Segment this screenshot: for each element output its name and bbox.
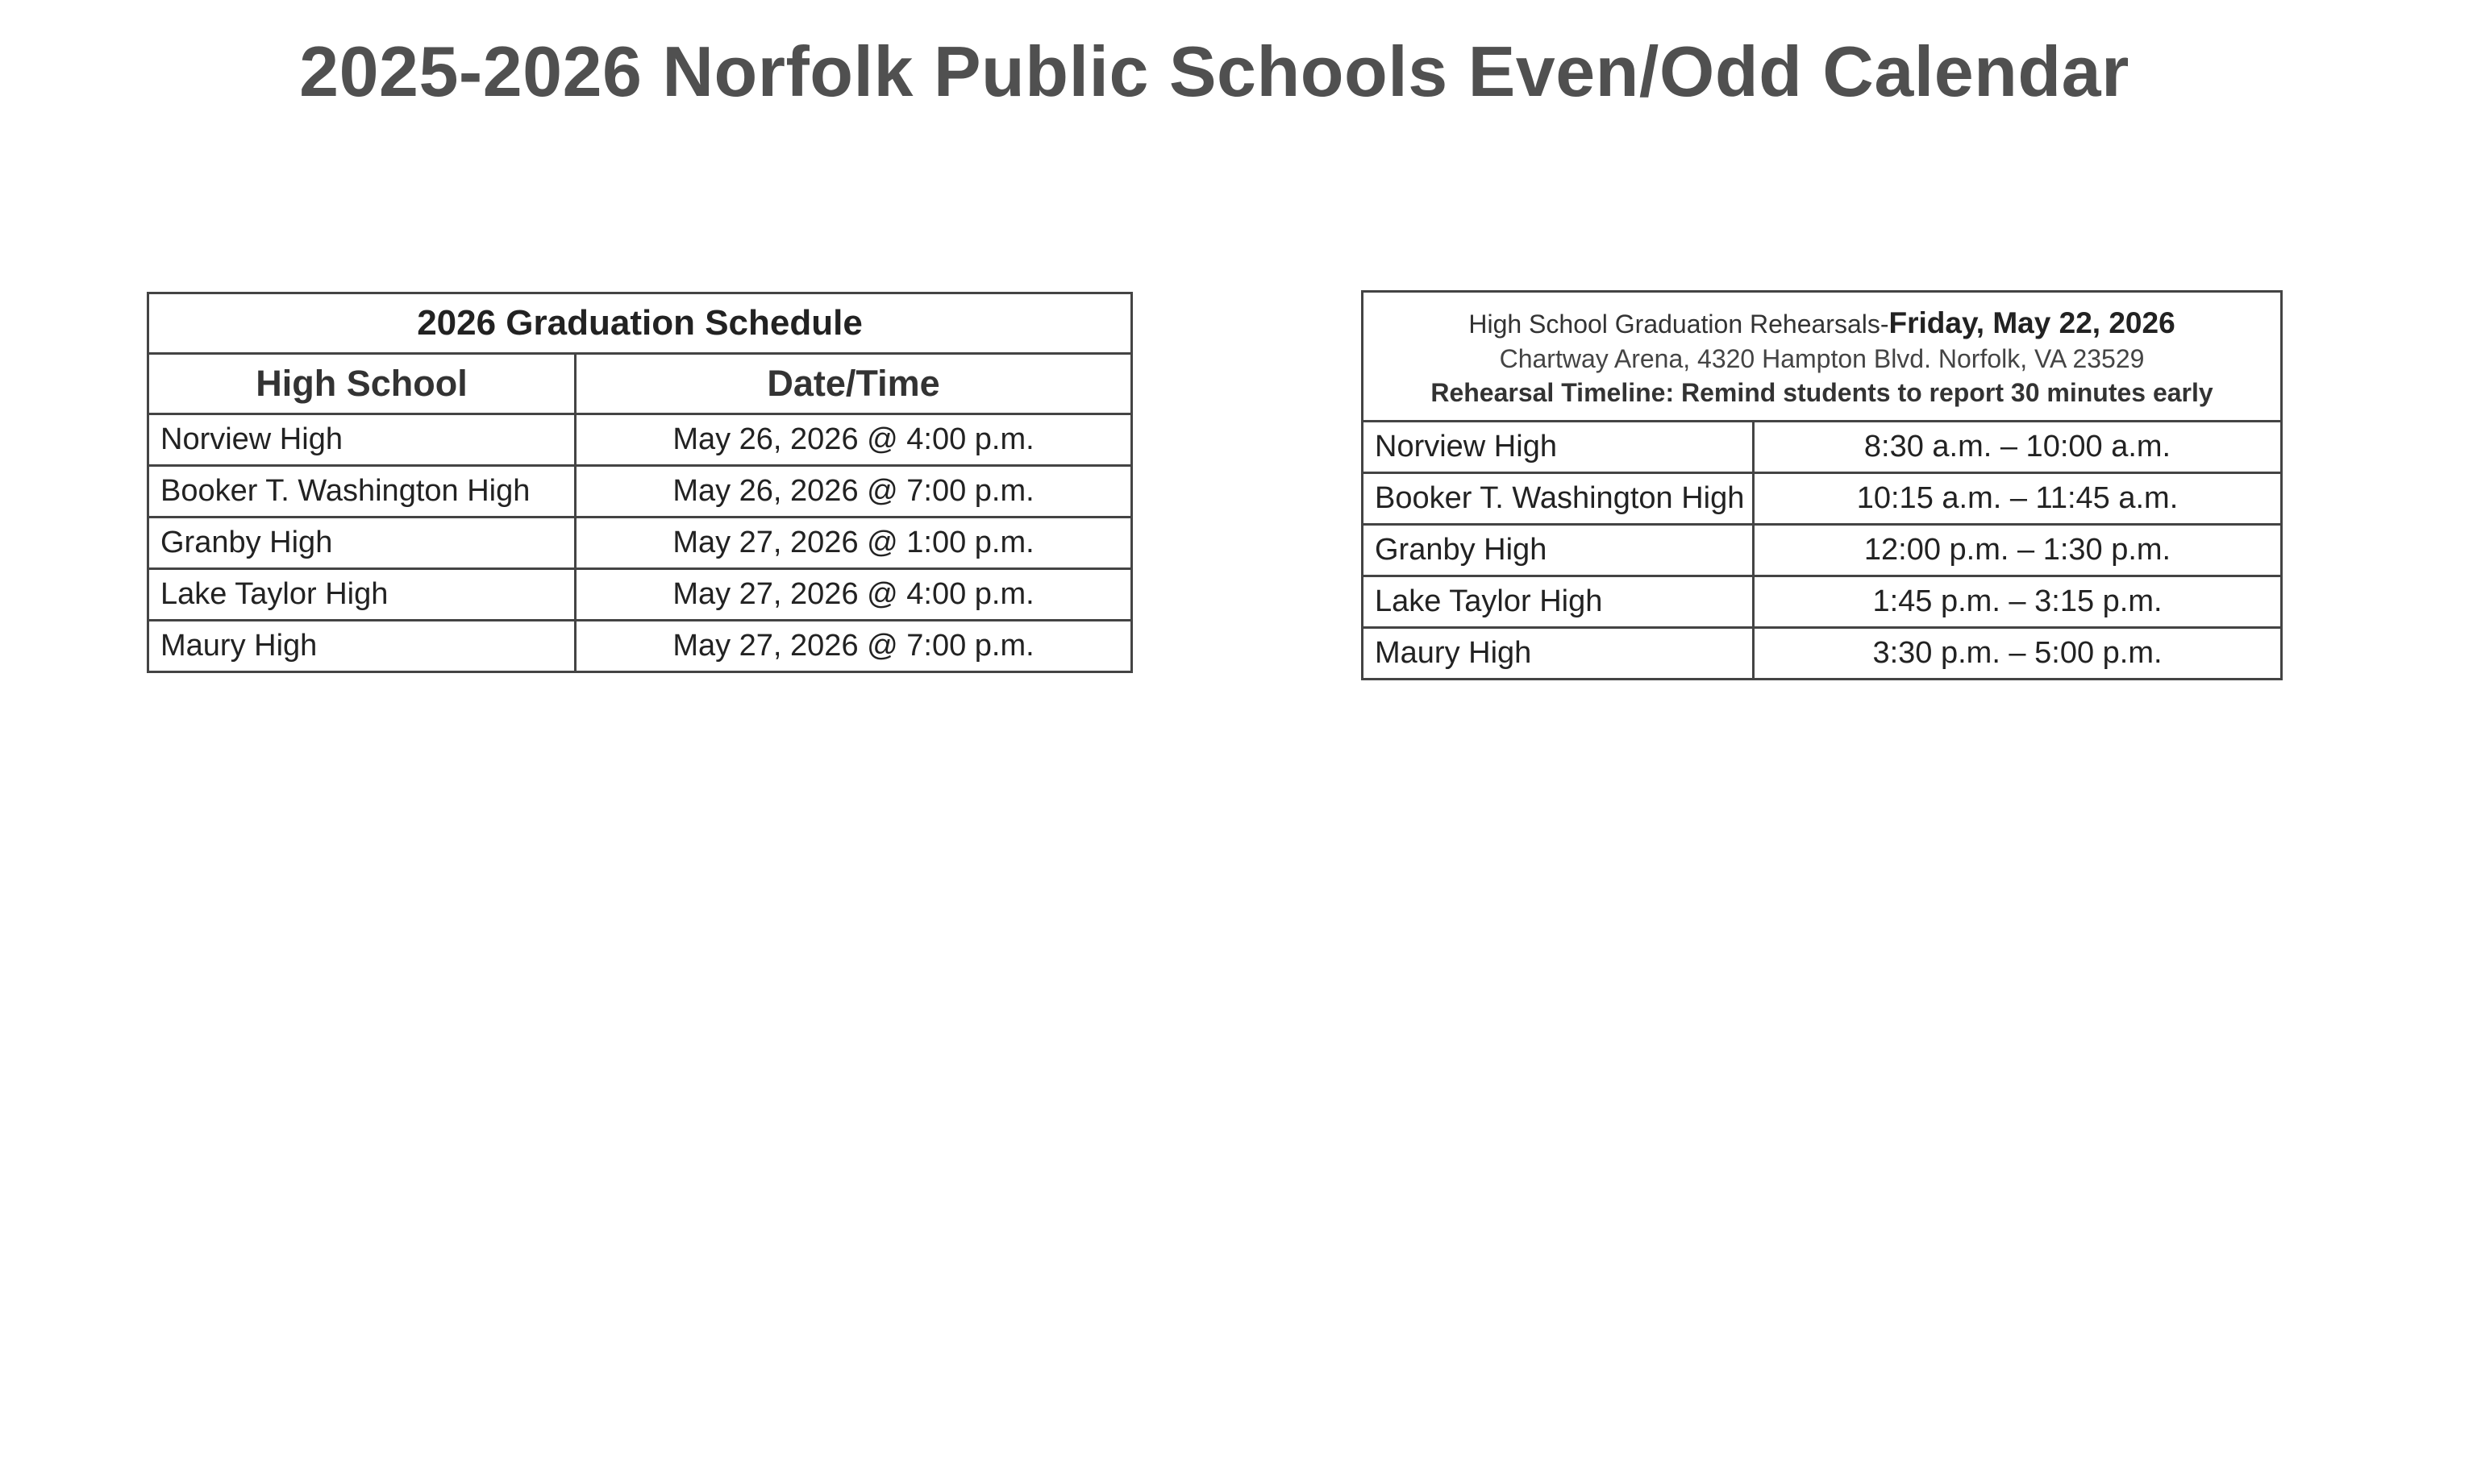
column-header-date-time: Date/Time [576,354,1132,414]
table-row [148,621,1132,672]
school-name: Booker T. Washington High [148,466,576,518]
table-row [1363,525,2282,576]
table-row [148,569,1132,621]
graduation-datetime: May 27, 2026 @ 7:00 p.m. [576,621,1132,672]
graduation-schedule-table [147,292,1133,673]
table-row [1363,422,2282,473]
table-row [1363,576,2282,628]
graduation-datetime: May 27, 2026 @ 1:00 p.m. [576,518,1132,569]
table-row [148,466,1132,518]
rehearsal-time: 12:00 p.m. – 1:30 p.m. [1754,525,2282,576]
school-name: Granby High [1363,525,1754,576]
rehearsal-schedule-table [1361,290,2283,680]
rehearsal-date: Friday, May 22, 2026 [1888,306,2175,340]
school-name: Norview High [148,414,576,466]
school-name: Norview High [1363,422,1754,473]
rehearsal-time: 3:30 p.m. – 5:00 p.m. [1754,628,2282,680]
school-name: Maury High [148,621,576,672]
school-name: Lake Taylor High [148,569,576,621]
graduation-caption: 2026 Graduation Schedule [148,293,1132,354]
school-name: Maury High [1363,628,1754,680]
graduation-datetime: May 26, 2026 @ 7:00 p.m. [576,466,1132,518]
rehearsal-header [1363,292,2282,422]
school-name: Granby High [148,518,576,569]
rehearsal-title-line [1363,304,2280,343]
page-title: 2025-2026 Norfolk Public Schools Even/Odd Calendar [299,31,2129,111]
graduation-datetime: May 27, 2026 @ 4:00 p.m. [576,569,1132,621]
table-row [1363,628,2282,680]
rehearsal-timeline-note: Rehearsal Timeline: Remind students to report 30 minutes early [1430,378,2213,408]
rehearsal-time: 1:45 p.m. – 3:15 p.m. [1754,576,2282,628]
table-row [148,414,1132,466]
rehearsal-time: 8:30 a.m. – 10:00 a.m. [1754,422,2282,473]
column-header-high-school: High School [148,354,576,414]
graduation-caption-row [148,293,1132,354]
graduation-datetime: May 26, 2026 @ 4:00 p.m. [576,414,1132,466]
school-name: Booker T. Washington High [1363,473,1754,525]
table-row [148,518,1132,569]
school-name: Lake Taylor High [1363,576,1754,628]
rehearsal-location: Chartway Arena, 4320 Hampton Blvd. Norfolk, VA 23529 [1499,344,2145,374]
graduation-header-row [148,354,1132,414]
rehearsal-title-prefix: High School Graduation Rehearsals- [1468,310,1889,339]
rehearsal-header-row [1363,292,2282,422]
rehearsal-time: 10:15 a.m. – 11:45 a.m. [1754,473,2282,525]
table-row [1363,473,2282,525]
